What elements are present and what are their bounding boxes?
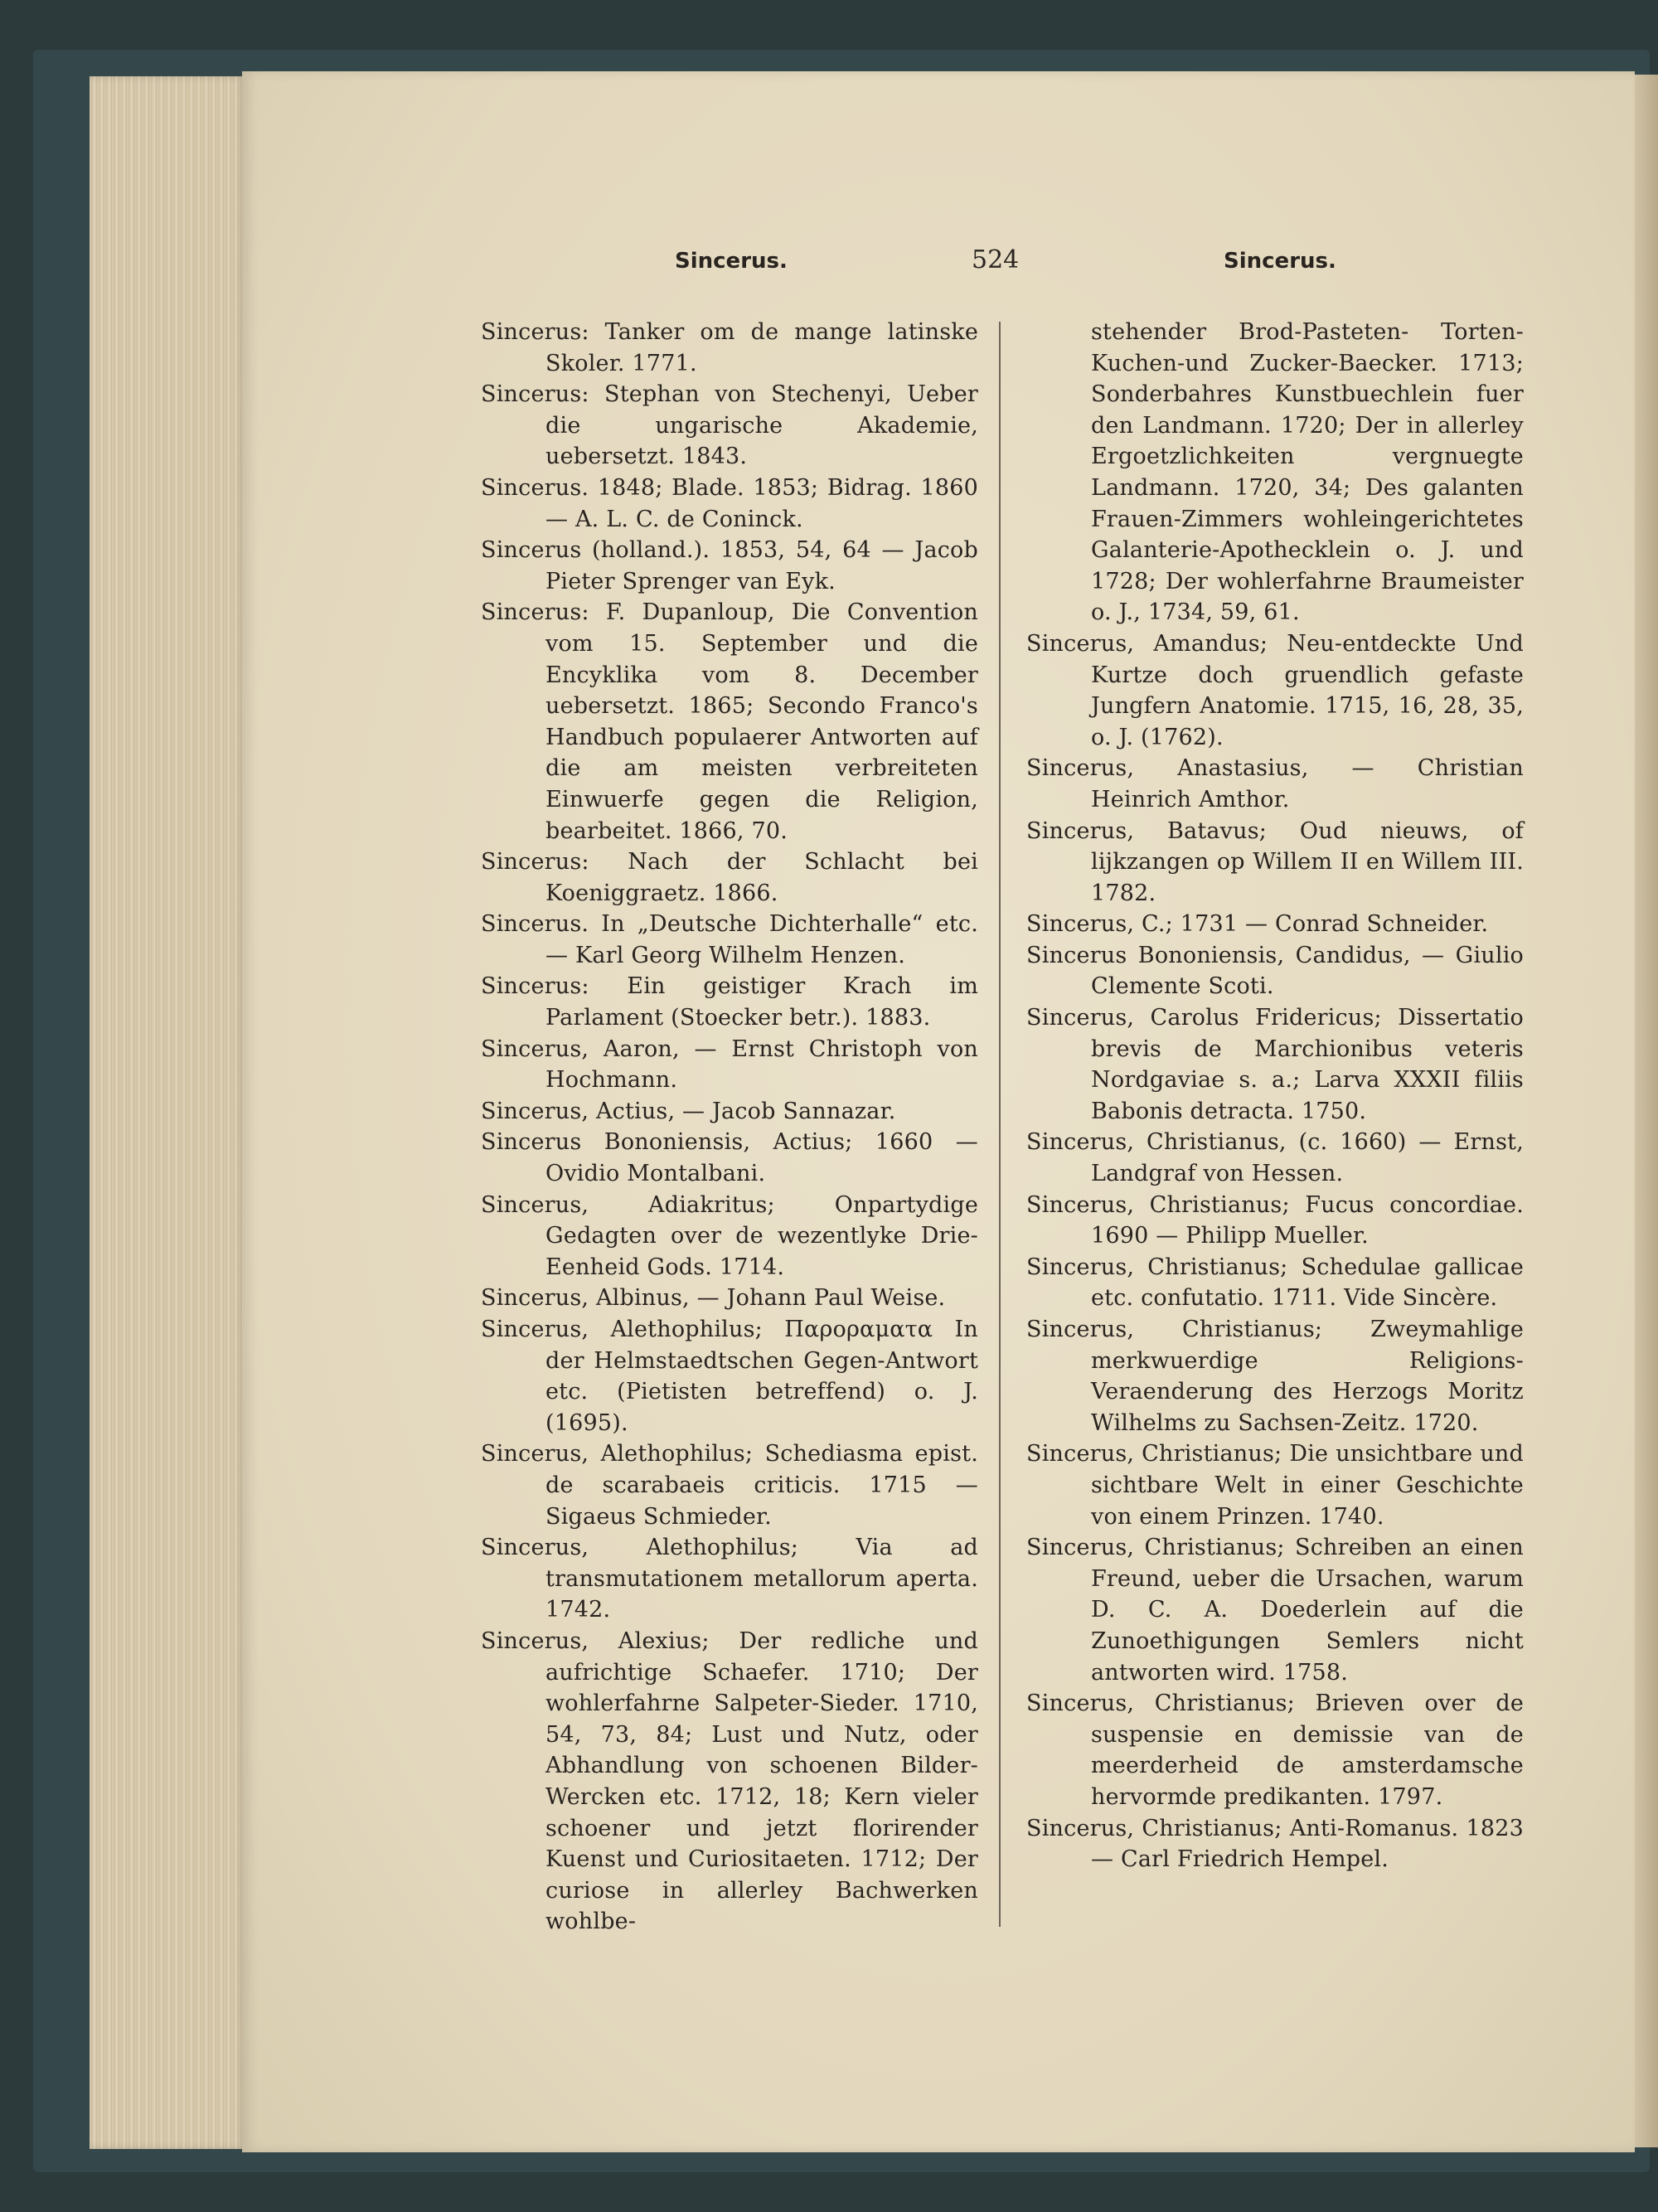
entry: Sincerus, Alethophilus; Schediasma epist. de scarabaeis criticis. 1715 — Sigaeus Schmieder. [481,1441,978,1530]
entry: Sincerus, Christianus, (c. 1660) — Ernst, Landgraf von Hessen. [1026,1129,1524,1187]
entry: Sincerus, Aaron, — Ernst Christoph von Hochmann. [481,1036,978,1094]
header-right: Sincerus. [1224,249,1336,274]
entry: Sincerus Bononiensis, Candidus, — Giulio Clemente Scoti. [1026,942,1524,1000]
entry: Sincerus: Stephan von Stechenyi, Ueber die ungarische Akademie, uebersetzt. 1843. [481,381,978,470]
entry: Sincerus, Anastasius, — Christian Heinrich Amthor. [1026,755,1524,813]
entry: Sincerus: Tanker om de mange latinske Skoler. 1771. [481,319,978,376]
entry: Sincerus Bononiensis, Actius; 1660 — Ovidio Montalbani. [481,1129,978,1187]
entry: Sincerus, Amandus; Neu-entdeckte Und Kurtze doch gruendlich gefaste Jungfern Anatomie. 1715, 16, 28, 35, o. J. (1762). [1026,630,1524,750]
entry: Sincerus, Carolus Fridericus; Dissertatio brevis de Marchionibus veteris Nordgaviae s. a.; Larva XXXII filiis Babonis detracta. 1750. [1026,1005,1524,1124]
entry: Sincerus (holland.). 1853, 54, 64 — Jacob Pieter Sprenger van Eyk. [481,537,978,594]
header-left: Sincerus. [675,249,788,274]
right-column [1026,317,1524,1875]
entry: Sincerus, Alexius; Der redliche und aufrichtige Schaefer. 1710; Der wohlerfahrne Salpeter-Sieder. 1710, 54, 73, 84; Lust und Nutz, oder Abhandlung von schoenen Bilder-Wercken etc. 1712, 18; Kern vieler schoener und jetzt florirender Kuenst und Curiositaeten. 1712; Der curiose in allerley Bachwerken wohlbe- [481,1627,978,1935]
entry: Sincerus, Christianus; Brieven over de suspensie en demissie van de meerderheid de amsterdamsche hervormde predikanten. 1797. [1026,1691,1524,1810]
entry: Sincerus, Actius, — Jacob Sannazar. [481,1098,896,1124]
entry: Sincerus: F. Dupanloup, Die Convention vom 15. September und die Encyklika vom 8. December uebersetzt. 1865; Secondo Franco's Handbuch populaerer Antworten auf die am meisten verbreiteten Einwuerfe gegen die Religion, bearbeitet. 1866, 70. [481,599,978,844]
entry: Sincerus, Christianus; Zweymahlige merkwuerdige Religions-Veraenderung des Herzogs Moritz Wilhelms zu Sachsen-Zeitz. 1720. [1026,1317,1524,1436]
entry: Sincerus, Alethophilus; Παρoραματα In der Helmstaedtschen Gegen-Antwort etc. (Pietisten betreffend) o. J. (1695). [481,1317,978,1436]
entry: Sincerus, Christianus; Anti-Romanus. 1823 — Carl Friedrich Hempel. [1026,1815,1524,1873]
entry: Sincerus, Alethophilus; Via ad transmutationem metallorum aperta. 1742. [481,1535,978,1623]
entry: Sincerus, Christianus; Schedulae gallicae etc. confutatio. 1711. Vide Sincère. [1026,1254,1524,1312]
entry: Sincerus: Ein geistiger Krach im Parlament (Stoecker betr.). 1883. [481,973,978,1031]
entry: Sincerus. 1848; Blade. 1853; Bidrag. 1860 — A. L. C. de Coninck. [481,474,978,532]
left-column [481,317,978,1938]
entry: Sincerus, Christianus; Die unsichtbare und sichtbare Welt in einer Geschichte von einem Prinzen. 1740. [1026,1441,1524,1530]
entry: Sincerus, Batavus; Oud nieuws, of lijkzangen op Willem II en Willem III. 1782. [1026,817,1524,906]
entry: Sincerus, Adiakritus; Onpartydige Gedagten over de wezentlyke Drie-Eenheid Gods. 1714. [481,1191,978,1280]
entry: Sincerus, C.; 1731 — Conrad Schneider. [1026,911,1489,938]
entry: Sincerus: Nach der Schlacht bei Koeniggraetz. 1866. [481,849,978,906]
entry: Sincerus, Albinus, — Johann Paul Weise. [481,1285,946,1312]
page-edges [90,76,247,2149]
entry: Sincerus, Christianus; Fucus concordiae. 1690 — Philipp Mueller. [1026,1191,1524,1249]
entry: Sincerus, Christianus; Schreiben an einen Freund, ueber die Ursachen, warum D. C. A. Doederlein auf die Zunoethigungen Semlers nicht antworten wird. 1758. [1026,1535,1524,1686]
page-number: 524 [972,245,1020,274]
column-divider [999,322,1001,1927]
running-header [0,245,1658,282]
entry-continuation: stehender Brod-Pasteten- Torten-Kuchen-und Zucker-Baecker. 1713; Sonderbahres Kunstbuechlein fuer den Landmann. 1720; Der in allerley Ergoetzlichkeiten vergnuegte Landmann. 1720, 34; Des galanten Frauen-Zimmers wohleingerichtetes Galanterie-Apothecklein o. J. und 1728; Der wohlerfahrne Braumeister o. J., 1734, 59, 61. [1091,319,1524,626]
entry: Sincerus. In „Deutsche Dichterhalle“ etc. — Karl Georg Wilhelm Henzen. [481,911,978,968]
